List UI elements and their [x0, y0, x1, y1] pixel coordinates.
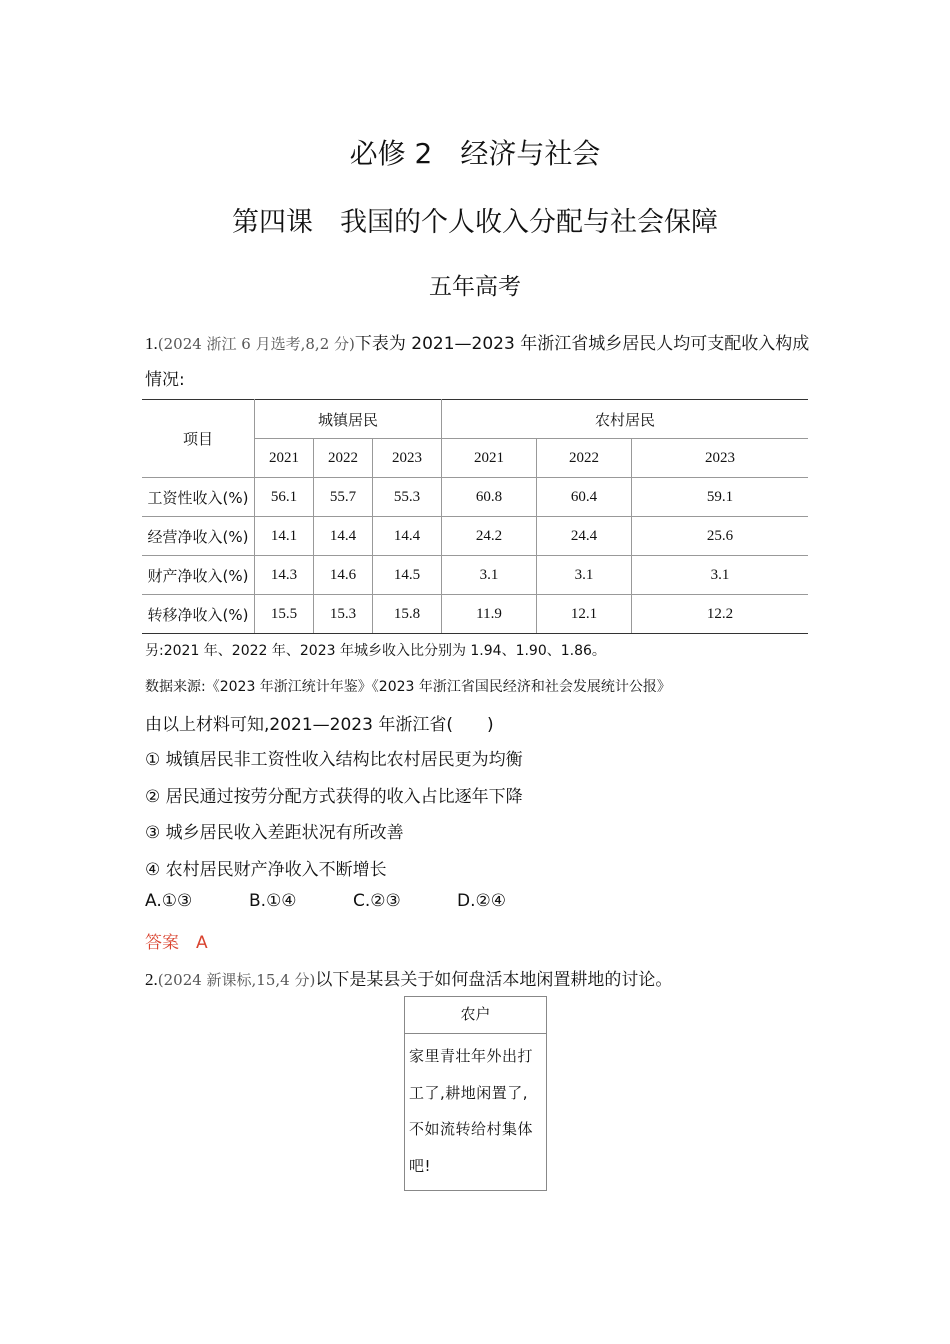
table-cell: 15.5 — [255, 595, 314, 634]
table-cell: 14.4 — [373, 517, 442, 556]
data-source: 数据来源:《2023 年浙江统计年鉴》《2023 年浙江省国民经济和社会发展统计公报》 — [145, 679, 671, 695]
option-b[interactable]: B.①④ — [249, 891, 297, 911]
question-stem-line1: 下表为 2021—2023 年浙江省城乡居民人均可支配收入构成 — [354, 334, 810, 354]
table-cell: 56.1 — [255, 478, 314, 517]
answer-key: 答案 A — [145, 933, 208, 953]
question-source: (2024 新课标,15,4 分) — [157, 971, 316, 989]
option-a[interactable]: A.①③ — [145, 891, 193, 911]
table-cell: 14.4 — [314, 517, 373, 556]
table-cell: 15.8 — [373, 595, 442, 634]
table-cell: 3.1 — [442, 556, 537, 595]
box-line: 工了,耕地闲置了, — [409, 1083, 529, 1102]
box-header: 农户 — [405, 997, 546, 1034]
question-number: 1. — [145, 334, 158, 353]
table-row — [142, 478, 808, 517]
question-prompt: 由以上材料可知,2021—2023 年浙江省( ) — [145, 715, 494, 735]
table-cell: 12.1 — [537, 595, 632, 634]
table-cell: 25.6 — [632, 517, 809, 556]
box-line: 家里青壮年外出打 — [409, 1047, 534, 1065]
year-cell: 2023 — [632, 439, 809, 478]
section-title: 五年高考 — [429, 274, 521, 300]
table-note: 另:2021 年、2022 年、2023 年城乡收入比分别为 1.94、1.90、1.86。 — [145, 643, 606, 659]
statement-3: ③ 城乡居民收入差距状况有所改善 — [145, 823, 404, 843]
table-cell: 11.9 — [442, 595, 537, 634]
table-cell: 24.4 — [537, 517, 632, 556]
row-label: 工资性收入(%) — [142, 478, 255, 517]
table-cell: 15.3 — [314, 595, 373, 634]
statement-1: ① 城镇居民非工资性收入结构比农村居民更为均衡 — [145, 750, 523, 770]
table-cell: 55.3 — [373, 478, 442, 517]
table-cell: 14.3 — [255, 556, 314, 595]
question-stem-line2: 情况: — [145, 370, 185, 390]
row-label: 财产净收入(%) — [142, 556, 255, 595]
row-label: 经营净收入(%) — [142, 517, 255, 556]
question-stem: 以下是某县关于如何盘活本地闲置耕地的讨论。 — [315, 970, 673, 990]
table-cell: 14.6 — [314, 556, 373, 595]
farmer-speech-box — [404, 996, 547, 1191]
table-cell: 60.4 — [537, 478, 632, 517]
table-cell: 3.1 — [632, 556, 809, 595]
answer-options — [145, 891, 561, 911]
year-cell: 2022 — [537, 439, 632, 478]
question-number: 2. — [145, 970, 158, 989]
box-line: 不如流转给村集体 — [409, 1120, 534, 1138]
box-body — [405, 1034, 546, 1190]
table-cell: 60.8 — [442, 478, 537, 517]
row-label: 转移净收入(%) — [142, 595, 255, 634]
year-cell: 2021 — [442, 439, 537, 478]
question-2-stem — [145, 965, 672, 990]
table-cell: 55.7 — [314, 478, 373, 517]
table-cell: 59.1 — [632, 478, 809, 517]
box-line: 吧! — [409, 1156, 432, 1175]
option-d[interactable]: D.②④ — [457, 891, 506, 911]
item-header: 项目 — [142, 400, 255, 478]
table-cell: 14.1 — [255, 517, 314, 556]
statement-2: ② 居民通过按劳分配方式获得的收入占比逐年下降 — [145, 787, 523, 807]
table-cell: 3.1 — [537, 556, 632, 595]
option-c[interactable]: C.②③ — [353, 891, 401, 911]
income-table — [142, 399, 808, 634]
table-row — [142, 517, 808, 556]
lesson-title: 第四课 我国的个人收入分配与社会保障 — [232, 207, 718, 238]
question-1-stem — [145, 326, 815, 398]
table-row — [142, 595, 808, 634]
module-title: 必修 2 经济与社会 — [349, 137, 601, 170]
table-header-row — [142, 400, 808, 439]
year-cell: 2022 — [314, 439, 373, 478]
rural-group-header: 农村居民 — [442, 400, 809, 439]
table-cell: 24.2 — [442, 517, 537, 556]
urban-group-header: 城镇居民 — [255, 400, 442, 439]
table-cell: 14.5 — [373, 556, 442, 595]
question-source: (2024 浙江 6 月选考,8,2 分) — [157, 335, 355, 353]
table-cell: 12.2 — [632, 595, 809, 634]
table-row — [142, 556, 808, 595]
year-cell: 2021 — [255, 439, 314, 478]
statement-4: ④ 农村居民财产净收入不断增长 — [145, 860, 387, 880]
year-cell: 2023 — [373, 439, 442, 478]
